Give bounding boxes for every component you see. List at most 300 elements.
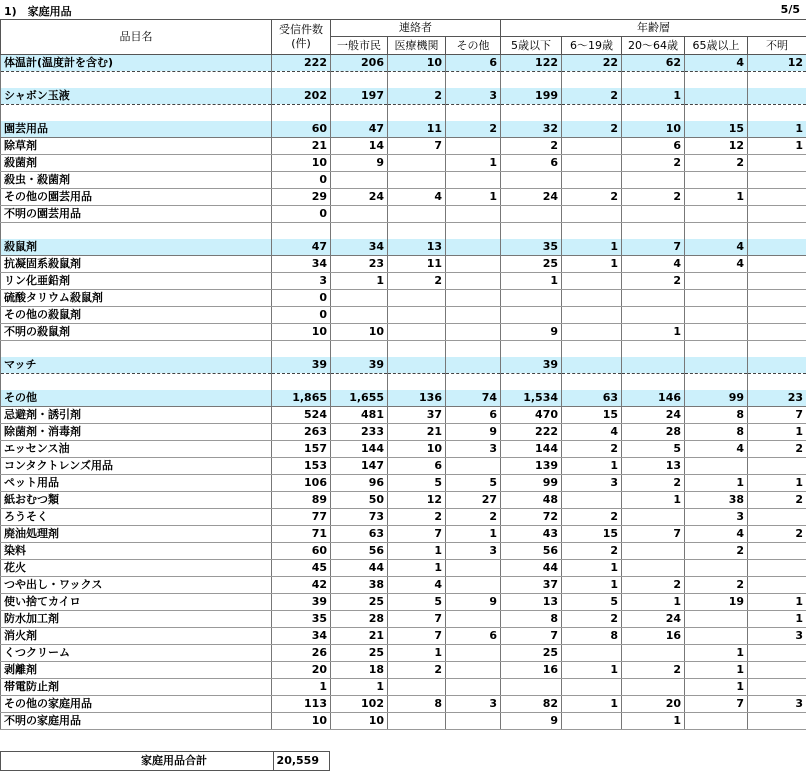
row-value: 10: [388, 55, 446, 72]
row-value: 8: [685, 407, 748, 424]
spacer-row: [1, 341, 806, 358]
row-value: 2: [622, 475, 685, 492]
row-value: [562, 138, 622, 155]
table-row: [1, 628, 806, 645]
row-value: [685, 273, 748, 290]
table-row: [1, 273, 806, 290]
row-value: [748, 88, 806, 105]
row-value: [501, 72, 562, 89]
row-value: [685, 72, 748, 89]
row-value: 28: [622, 424, 685, 441]
row-value: [272, 105, 331, 122]
row-value: [562, 679, 622, 696]
table-row: [1, 256, 806, 273]
table-row: [1, 492, 806, 509]
row-label: 剥離剤: [1, 662, 272, 679]
row-value: 3: [446, 696, 501, 713]
row-value: 39: [501, 357, 562, 374]
row-value: 37: [501, 577, 562, 594]
total-value: 20,559: [276, 754, 319, 767]
row-label: 抗凝固系殺鼠剤: [1, 256, 272, 273]
row-value: 2: [562, 543, 622, 560]
row-value: 19: [685, 594, 748, 611]
row-value: [562, 357, 622, 374]
row-value: [446, 458, 501, 475]
row-value: [622, 223, 685, 240]
row-value: 34: [331, 239, 388, 256]
row-label: 忌避剤・誘引剤: [1, 407, 272, 424]
row-value: [446, 357, 501, 374]
row-value: 35: [272, 611, 331, 628]
row-value: 139: [501, 458, 562, 475]
row-value: 10: [272, 713, 331, 730]
row-value: 1: [446, 189, 501, 206]
row-value: 5: [388, 594, 446, 611]
row-value: 73: [331, 509, 388, 526]
row-value: [446, 374, 501, 391]
row-value: [331, 341, 388, 358]
table-row: [1, 458, 806, 475]
row-value: [562, 324, 622, 341]
row-value: 2: [562, 189, 622, 206]
row-value: 7: [388, 138, 446, 155]
row-value: 96: [331, 475, 388, 492]
row-value: 2: [562, 121, 622, 138]
row-value: 1: [622, 713, 685, 730]
header-received-label: 受信件数: [279, 23, 323, 36]
table-row: [1, 407, 806, 424]
row-value: 16: [622, 628, 685, 645]
row-value: [501, 105, 562, 122]
row-value: [388, 223, 446, 240]
row-value: [622, 560, 685, 577]
row-label: 除菌剤・消毒剤: [1, 424, 272, 441]
row-value: 77: [272, 509, 331, 526]
row-value: 2: [622, 577, 685, 594]
header-age-0-5: 5歳以下: [501, 37, 562, 55]
table-row: [1, 424, 806, 441]
row-value: 222: [501, 424, 562, 441]
row-value: [622, 679, 685, 696]
row-label: [1, 72, 272, 89]
row-value: 113: [272, 696, 331, 713]
row-value: 0: [272, 172, 331, 189]
row-value: [748, 172, 806, 189]
row-value: 233: [331, 424, 388, 441]
row-value: 6: [446, 407, 501, 424]
row-value: [685, 88, 748, 105]
row-value: 5: [446, 475, 501, 492]
row-value: [562, 290, 622, 307]
row-value: 74: [446, 390, 501, 407]
row-value: [622, 172, 685, 189]
row-value: 2: [388, 509, 446, 526]
row-value: 1: [562, 560, 622, 577]
row-value: 144: [501, 441, 562, 458]
row-value: [562, 206, 622, 223]
row-value: 2: [562, 88, 622, 105]
row-value: 197: [331, 88, 388, 105]
row-value: 8: [685, 424, 748, 441]
row-value: 38: [331, 577, 388, 594]
row-value: 21: [388, 424, 446, 441]
row-value: [685, 206, 748, 223]
row-value: [388, 172, 446, 189]
row-value: 24: [501, 189, 562, 206]
row-value: 82: [501, 696, 562, 713]
row-value: 9: [446, 424, 501, 441]
row-value: [748, 458, 806, 475]
row-value: 4: [685, 441, 748, 458]
row-value: 2: [388, 88, 446, 105]
row-value: [388, 679, 446, 696]
row-value: 25: [331, 645, 388, 662]
row-value: 25: [501, 256, 562, 273]
row-value: 1: [685, 475, 748, 492]
row-value: 0: [272, 206, 331, 223]
row-value: 28: [331, 611, 388, 628]
row-value: 1: [748, 475, 806, 492]
row-value: 13: [388, 239, 446, 256]
statistics-table: [0, 19, 806, 730]
row-value: 7: [622, 239, 685, 256]
row-value: [446, 611, 501, 628]
row-value: [748, 105, 806, 122]
row-value: 2: [685, 577, 748, 594]
row-value: [748, 713, 806, 730]
row-label: ろうそく: [1, 509, 272, 526]
row-value: [748, 662, 806, 679]
row-value: 9: [331, 155, 388, 172]
row-value: [748, 72, 806, 89]
table-row: [1, 543, 806, 560]
row-value: 3: [446, 441, 501, 458]
row-value: 10: [331, 713, 388, 730]
row-value: 7: [388, 628, 446, 645]
row-value: 2: [501, 138, 562, 155]
row-value: 1: [622, 492, 685, 509]
row-value: 1: [446, 526, 501, 543]
row-value: 24: [622, 611, 685, 628]
row-value: 26: [272, 645, 331, 662]
row-label: 帯電防止剤: [1, 679, 272, 696]
row-value: [501, 307, 562, 324]
row-value: [748, 273, 806, 290]
row-value: 2: [562, 611, 622, 628]
row-value: [562, 105, 622, 122]
row-value: 4: [388, 577, 446, 594]
row-label: 硫酸タリウム殺鼠剤: [1, 290, 272, 307]
row-value: 37: [388, 407, 446, 424]
row-label: [1, 223, 272, 240]
row-value: [562, 155, 622, 172]
row-value: 44: [331, 560, 388, 577]
row-value: 50: [331, 492, 388, 509]
row-value: [622, 307, 685, 324]
spacer-row: [1, 72, 806, 89]
row-value: 25: [331, 594, 388, 611]
row-value: [685, 324, 748, 341]
header-received-unit: (件): [291, 37, 311, 50]
row-value: 6: [446, 628, 501, 645]
row-value: 23: [748, 390, 806, 407]
row-value: [748, 290, 806, 307]
row-value: 1: [446, 155, 501, 172]
row-value: 71: [272, 526, 331, 543]
row-value: 3: [446, 543, 501, 560]
row-value: 3: [748, 628, 806, 645]
row-value: 99: [685, 390, 748, 407]
row-label: [1, 374, 272, 391]
row-value: 7: [501, 628, 562, 645]
table-row: [1, 324, 806, 341]
row-value: 47: [272, 239, 331, 256]
row-value: 10: [388, 441, 446, 458]
row-value: 2: [622, 189, 685, 206]
row-value: 1,655: [331, 390, 388, 407]
row-value: 12: [748, 55, 806, 72]
row-label: 園芸用品: [1, 121, 272, 138]
row-label: [1, 341, 272, 358]
row-value: [685, 105, 748, 122]
row-value: 25: [501, 645, 562, 662]
row-value: 47: [331, 121, 388, 138]
row-value: 12: [685, 138, 748, 155]
row-value: [622, 509, 685, 526]
row-value: 199: [501, 88, 562, 105]
row-value: [622, 645, 685, 662]
row-value: 2: [622, 662, 685, 679]
row-value: [446, 324, 501, 341]
row-value: 153: [272, 458, 331, 475]
row-value: 1: [388, 560, 446, 577]
row-value: 23: [331, 256, 388, 273]
row-value: 1,534: [501, 390, 562, 407]
row-value: 3: [272, 273, 331, 290]
row-value: [388, 357, 446, 374]
row-value: [446, 256, 501, 273]
row-value: [501, 679, 562, 696]
row-value: [748, 189, 806, 206]
row-value: [331, 374, 388, 391]
row-value: 4: [685, 55, 748, 72]
row-value: 63: [562, 390, 622, 407]
table-row: [1, 441, 806, 458]
row-value: [685, 713, 748, 730]
table-row: [1, 679, 806, 696]
row-value: 11: [388, 121, 446, 138]
row-value: [388, 206, 446, 223]
row-value: [272, 72, 331, 89]
row-value: [748, 256, 806, 273]
row-value: [446, 223, 501, 240]
row-value: [748, 577, 806, 594]
table-row: [1, 307, 806, 324]
row-value: 35: [501, 239, 562, 256]
row-value: [685, 458, 748, 475]
row-value: 481: [331, 407, 388, 424]
row-value: 48: [501, 492, 562, 509]
table-row: [1, 509, 806, 526]
row-value: 15: [562, 407, 622, 424]
header-contact-group: 連絡者: [331, 20, 501, 37]
row-value: [331, 105, 388, 122]
row-value: 99: [501, 475, 562, 492]
row-value: 4: [622, 256, 685, 273]
row-value: 13: [622, 458, 685, 475]
header-contact-other: その他: [446, 37, 501, 55]
row-value: 5: [622, 441, 685, 458]
row-value: 34: [272, 628, 331, 645]
row-value: 62: [622, 55, 685, 72]
row-value: [331, 172, 388, 189]
row-value: 2: [748, 526, 806, 543]
row-value: [562, 374, 622, 391]
row-value: 2: [388, 273, 446, 290]
row-label: 防水加工剤: [1, 611, 272, 628]
row-value: [685, 374, 748, 391]
row-value: 146: [622, 390, 685, 407]
row-value: [748, 357, 806, 374]
row-value: 7: [685, 696, 748, 713]
row-value: 144: [331, 441, 388, 458]
row-value: [446, 577, 501, 594]
row-value: 3: [446, 88, 501, 105]
row-value: 56: [501, 543, 562, 560]
row-value: 6: [501, 155, 562, 172]
header-age-group: 年齢層: [501, 20, 806, 37]
row-value: [501, 341, 562, 358]
row-label: 不明の家庭用品: [1, 713, 272, 730]
row-value: 39: [272, 594, 331, 611]
row-value: [501, 172, 562, 189]
row-value: [388, 341, 446, 358]
row-value: [446, 662, 501, 679]
row-value: [622, 290, 685, 307]
row-label: 使い捨てカイロ: [1, 594, 272, 611]
row-value: [562, 72, 622, 89]
row-value: 470: [501, 407, 562, 424]
row-value: 1,865: [272, 390, 331, 407]
row-value: 20: [622, 696, 685, 713]
row-value: [622, 206, 685, 223]
row-value: [501, 290, 562, 307]
row-label: マッチ: [1, 357, 272, 374]
row-value: 43: [501, 526, 562, 543]
spacer-row: [1, 223, 806, 240]
row-value: [388, 155, 446, 172]
row-value: 2: [685, 543, 748, 560]
row-label: シャボン玉液: [1, 88, 272, 105]
header-received: [272, 20, 331, 55]
row-value: 1: [562, 458, 622, 475]
row-label: その他: [1, 390, 272, 407]
category-row: [1, 55, 806, 72]
row-value: [446, 713, 501, 730]
row-value: [501, 374, 562, 391]
row-value: 1: [685, 679, 748, 696]
row-value: [748, 155, 806, 172]
row-value: 2: [685, 155, 748, 172]
row-value: 14: [331, 138, 388, 155]
row-label: 消火剤: [1, 628, 272, 645]
table-row: [1, 172, 806, 189]
header-contact-citizen: 一般市民: [331, 37, 388, 55]
row-value: [388, 324, 446, 341]
row-value: [446, 341, 501, 358]
row-value: 5: [562, 594, 622, 611]
row-value: 10: [331, 324, 388, 341]
row-value: 1: [685, 645, 748, 662]
row-label: コンタクトレンズ用品: [1, 458, 272, 475]
row-label: 染料: [1, 543, 272, 560]
row-value: 24: [622, 407, 685, 424]
row-value: [748, 223, 806, 240]
row-value: 7: [748, 407, 806, 424]
row-value: [272, 223, 331, 240]
category-row: [1, 88, 806, 105]
row-value: [685, 611, 748, 628]
row-value: [446, 172, 501, 189]
row-value: 32: [501, 121, 562, 138]
row-value: [622, 105, 685, 122]
row-value: 2: [446, 509, 501, 526]
row-value: 1: [562, 662, 622, 679]
row-value: 27: [446, 492, 501, 509]
row-value: 13: [501, 594, 562, 611]
header-age-65plus: 65歳以上: [685, 37, 748, 55]
row-value: 206: [331, 55, 388, 72]
spacer-row: [1, 374, 806, 391]
row-value: 1: [685, 189, 748, 206]
row-value: 1: [562, 239, 622, 256]
row-label: 紙おむつ類: [1, 492, 272, 509]
row-label: リン化亜鉛剤: [1, 273, 272, 290]
row-value: [562, 713, 622, 730]
table-row: [1, 138, 806, 155]
row-value: 34: [272, 256, 331, 273]
row-value: 20: [272, 662, 331, 679]
row-value: 38: [685, 492, 748, 509]
row-value: 10: [622, 121, 685, 138]
table-row: [1, 155, 806, 172]
row-value: [388, 105, 446, 122]
row-value: [331, 72, 388, 89]
row-value: 10: [272, 155, 331, 172]
row-value: 1: [748, 138, 806, 155]
category-row: [1, 121, 806, 138]
row-value: [748, 324, 806, 341]
spacer-row: [1, 105, 806, 122]
row-value: 60: [272, 121, 331, 138]
row-label: その他の殺鼠剤: [1, 307, 272, 324]
row-label: [1, 105, 272, 122]
row-value: 16: [501, 662, 562, 679]
row-value: 1: [272, 679, 331, 696]
row-value: 4: [685, 239, 748, 256]
table-row: [1, 206, 806, 223]
row-value: 202: [272, 88, 331, 105]
row-value: [748, 509, 806, 526]
header-contact-medical: 医療機関: [388, 37, 446, 55]
row-value: 524: [272, 407, 331, 424]
row-value: 5: [388, 475, 446, 492]
row-value: 45: [272, 560, 331, 577]
row-value: 2: [622, 155, 685, 172]
row-value: [272, 341, 331, 358]
row-value: 2: [562, 509, 622, 526]
row-value: 263: [272, 424, 331, 441]
